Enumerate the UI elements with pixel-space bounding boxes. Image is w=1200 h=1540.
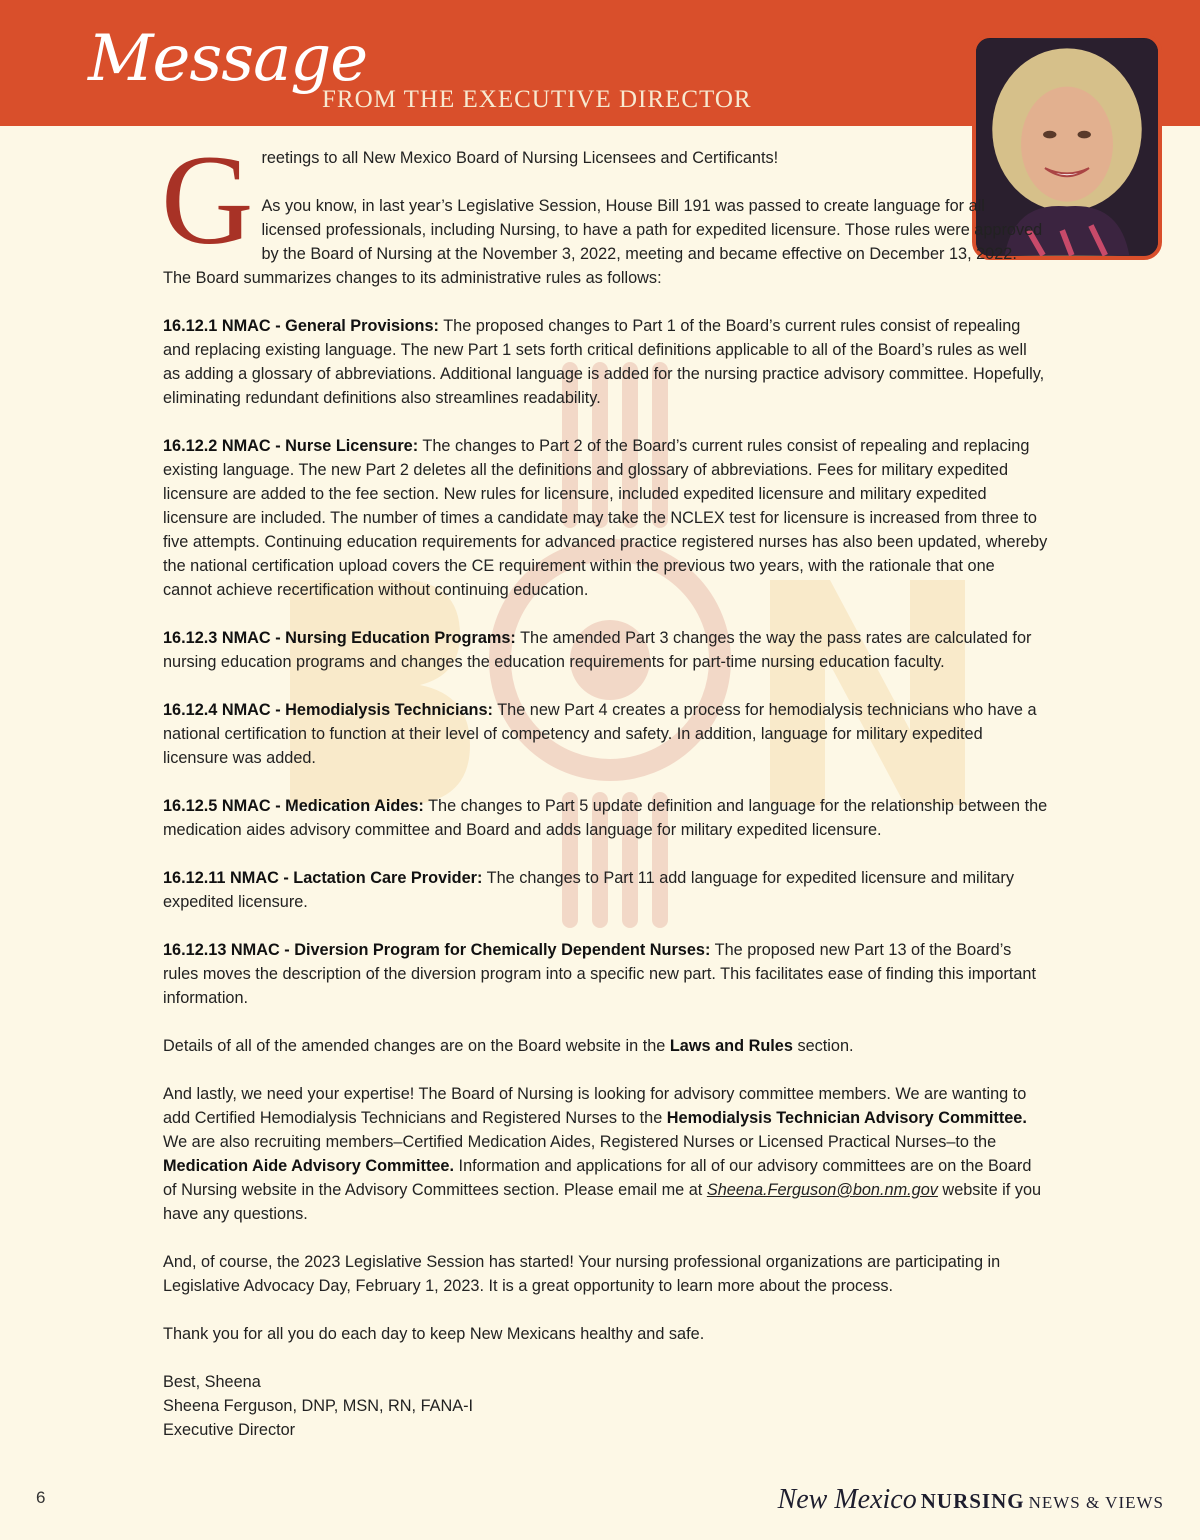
footer-logo [778,1484,1164,1516]
drop-cap: G [161,129,254,271]
advisory-paragraph [163,1082,1048,1226]
footer-nursing: NURSING [920,1489,1025,1513]
rule-text: The proposed changes to Part 1 of the Board’s current rules consist of repealing and replacing existing language. The new Part 1 sets forth critical definitions applicable to all of the Board’s rules as well as adding a glossary of abbreviations. Additional language is added for the nursing practice advisory committee. Hopefully, eliminating redundant definitions also streamlines readability. [163,317,1045,407]
rule-paragraph [163,866,1048,914]
page-number: 6 [36,1488,46,1507]
footer-news-views: NEWS & VIEWS [1028,1493,1164,1512]
rule-paragraph [163,698,1048,770]
laws-and-rules-label: Laws and Rules [669,1037,793,1055]
rule-text: The new Part 4 creates a process for hemodialysis technicians who have a national certification to function at their level of competency and safety. In addition, language for military expedited licensure was added. [163,701,1037,767]
rule-heading: 16.12.5 NMAC - Medication Aides: [163,797,424,815]
advisory-text: And lastly, we need your expertise! The Board of Nursing is looking for advisory committee members. We are wanting to add Certified Hemodialysis Technicians and Registered Nurses to the [163,1085,1027,1127]
signature-name: Sheena Ferguson, DNP, MSN, RN, FANA-I [163,1397,474,1415]
advisory-text: We are also recruiting members–Certified Medication Aides, Registered Nurses or Licensed Practical Nurses–to the [163,1133,997,1151]
rule-heading: 16.12.1 NMAC - General Provisions: [163,317,439,335]
advisory-text: website if you have any questions. [163,1181,1042,1223]
advisory-text: Information and applications for all of our advisory committees are on the Board of Nursing website in the Advisory Committees section. Please email me at [163,1157,1032,1199]
email-link[interactable]: Sheena.Ferguson@bon.nm.gov [706,1181,938,1199]
rule-heading: 16.12.13 NMAC - Diversion Program for Chemically Dependent Nurses: [163,941,711,959]
greeting-line: reetings to all New Mexico Board of Nursing Licensees and Certificants! [261,149,779,167]
rule-paragraph [163,938,1048,1010]
rule-text: The proposed new Part 13 of the Board’s rules moves the description of the diversion program into a specific new part. This facilitates ease of finding this important information. [163,941,1036,1007]
rule-heading: 16.12.3 NMAC - Nursing Education Programs: [163,629,516,647]
signature-title: Executive Director [163,1421,296,1439]
rule-heading: 16.12.2 NMAC - Nurse Licensure: [163,437,419,455]
letter-body [161,129,1048,1442]
header-script-title: Message [88,22,368,96]
rule-text: The amended Part 3 changes the way the pass rates are calculated for nursing education programs and changes the education requirements for part-time nursing education faculty. [163,629,1032,671]
rule-heading: 16.12.4 NMAC - Hemodialysis Technicians: [163,701,493,719]
rule-paragraph [163,314,1048,410]
hemodialysis-committee-label: Hemodialysis Technician Advisory Committee. [666,1109,1027,1127]
details-text-end: section. [792,1037,854,1055]
rule-paragraph [163,434,1048,602]
signature-block [163,1370,1048,1442]
intro-paragraph: As you know, in last year’s Legislative Session, House Bill 191 was passed to create language for all licensed professionals, including Nursing, to have a path for expedited licensure. Those rules were approved by the Board of Nursing at the November 3, 2022, meeting and became effective on December 13, 2022. The Board summarizes changes to its administrative rules as follows: [163,197,1043,287]
details-paragraph [163,1034,1048,1058]
rule-text: The changes to Part 2 of the Board’s current rules consist of repealing and replacing existing language. The new Part 2 deletes all the definitions and glossary of abbreviations. Fees for military expedited licensure are added to the fee section. New rules for licensure, included expedited licensure and military expedited licensure are included. The number of times a candidate may take the NCLEX test for licensure is increased from three to five attempts. Continuing education requirements for advanced practice registered nurses has also been updated, whereby the national certification upload covers the CE requirement within the previous two years, with the rationale that one cannot achieve recertification without continuing education. [163,437,1048,599]
thanks-paragraph: Thank you for all you do each day to keep New Mexicans healthy and safe. [163,1325,705,1343]
medication-aide-committee-label: Medication Aide Advisory Committee. [163,1157,455,1175]
rule-paragraph [163,626,1048,674]
details-text: Details of all of the amended changes are on the Board website in the [163,1037,670,1055]
legislative-paragraph: And, of course, the 2023 Legislative Session has started! Your nursing professional organizations are participating in Legislative Advocacy Day, February 1, 2023. It is a great opportunity to learn more about the process. [163,1253,1001,1295]
rule-text: The changes to Part 5 update definition and language for the relationship between the medication aides advisory committee and Board and adds language for military expedited licensure. [163,797,1048,839]
header-subtitle: FROM THE EXECUTIVE DIRECTOR [322,86,752,113]
footer-script: New Mexico [777,1484,917,1515]
rule-text: The changes to Part 11 add language for expedited licensure and military expedited licensure. [163,869,1014,911]
signature-closing: Best, Sheena [163,1373,261,1391]
rule-paragraph [163,794,1048,842]
rule-heading: 16.12.11 NMAC - Lactation Care Provider: [163,869,483,887]
